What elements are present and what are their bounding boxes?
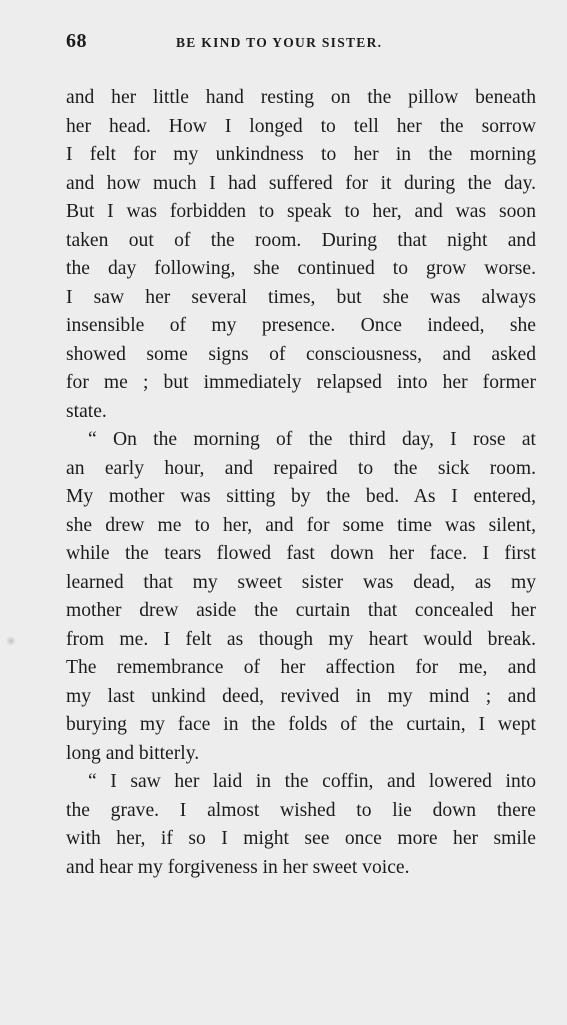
text-line: for me ; but immediately relapsed into her former [66, 372, 536, 393]
paragraph [66, 768, 536, 882]
text-line: burying my face in the folds of the curtain, I wept [66, 714, 536, 735]
text-line: But I was forbidden to speak to her, and was soon [66, 201, 536, 222]
text-line: I saw her several times, but she was always [66, 286, 536, 308]
text-line: and hear my forgiveness in her sweet voice. [66, 856, 410, 878]
text-line: insensible of my presence. Once indeed, she [66, 315, 536, 336]
page-header [66, 30, 536, 60]
text-line: showed some signs of consciousness, and asked [66, 343, 536, 365]
body-text [66, 84, 536, 882]
running-head: BE KIND TO YOUR SISTER. [176, 35, 383, 50]
text-line: I felt for my unkindness to her in the morning [66, 144, 536, 165]
text-line: long and bitterly. [66, 742, 200, 764]
text-line: The remembrance of her affection for me, and [66, 657, 536, 678]
text-line: My mother was sitting by the bed. As I entered, [66, 486, 536, 507]
text-line: and her little hand resting on the pillow beneath [66, 87, 536, 108]
text-line: while the tears flowed fast down her face. I first [66, 543, 536, 564]
text-line: learned that my sweet sister was dead, as my [66, 571, 536, 593]
paragraph [66, 426, 536, 768]
text-line: mother drew aside the curtain that concealed her [66, 600, 536, 621]
text-line: my last unkind deed, revived in my mind ; and [66, 685, 536, 707]
paragraph [66, 84, 536, 426]
text-line: an early hour, and repaired to the sick room. [66, 457, 536, 479]
text-line: from me. I felt as though my heart would break. [66, 628, 536, 650]
text-line: the day following, she continued to grow worse. [66, 258, 536, 279]
paper-blemish [6, 636, 16, 646]
text-line: “ I saw her laid in the coffin, and lowered into [88, 771, 536, 792]
page-number: 68 [66, 30, 87, 52]
text-line: she drew me to her, and for some time was silent, [66, 514, 536, 536]
text-line: taken out of the room. During that night and [66, 229, 536, 251]
text-line: with her, if so I might see once more her smile [66, 828, 536, 849]
text-line: her head. How I longed to tell her the sorrow [66, 115, 536, 137]
text-line: the grave. I almost wished to lie down there [66, 799, 536, 821]
text-line: state. [66, 400, 107, 422]
text-line: and how much I had suffered for it during the day. [66, 172, 536, 194]
text-line: “ On the morning of the third day, I rose at [88, 429, 536, 450]
